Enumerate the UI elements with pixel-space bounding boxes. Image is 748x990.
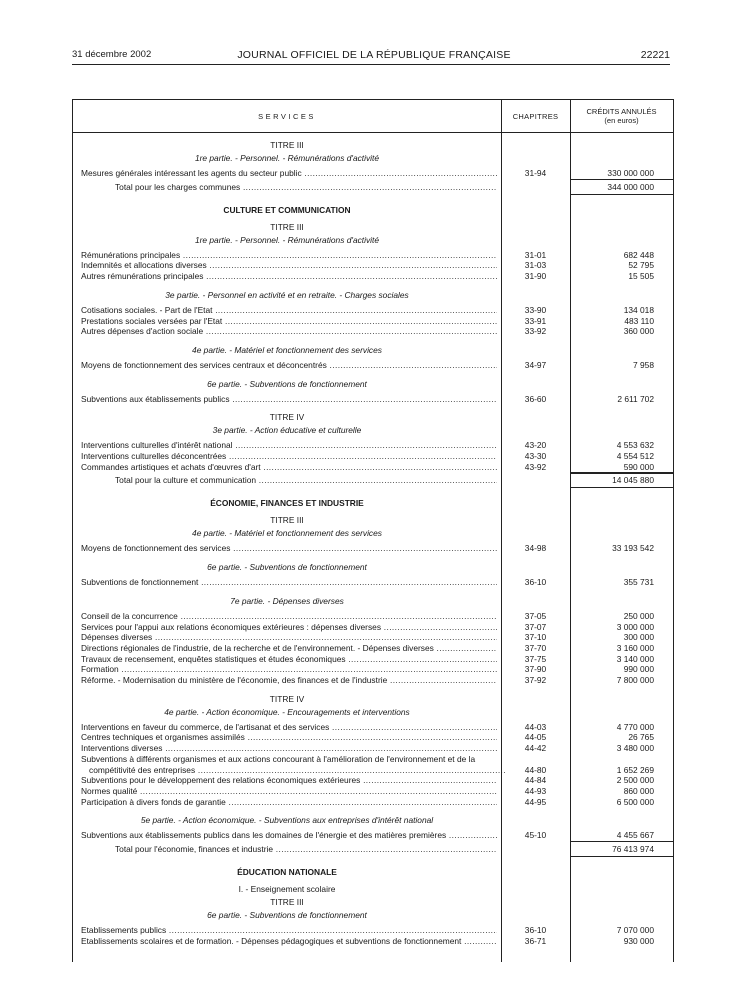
table-row — [73, 786, 673, 797]
chapter-code: 36-60 — [524, 393, 547, 404]
row-label: Total pour l'économie, finances et industrie ..... — [115, 844, 497, 855]
table-row — [73, 643, 673, 654]
chapter-code: 37-07 — [524, 621, 547, 632]
heading-text: 3e partie. - Action éducative et culturelle — [212, 425, 362, 436]
subsection-heading — [73, 290, 673, 301]
table-row — [73, 743, 673, 754]
subsection-heading — [73, 910, 673, 921]
table-row — [73, 797, 673, 808]
table-row — [73, 451, 673, 462]
heading-text: TITRE III — [270, 221, 304, 232]
chapter-code: 36-71 — [524, 935, 547, 946]
chapter-code: 44-84 — [524, 775, 547, 786]
heading-text: TITRE IV — [269, 693, 305, 704]
heading-text: 6e partie. - Subventions de fonctionnement — [207, 378, 367, 389]
table-row — [73, 732, 673, 743]
heading-text: 5e partie. - Action économique. - Subventions aux entreprises d'intérêt national — [140, 815, 434, 826]
credit-amount: 250 000 — [623, 610, 654, 621]
table-row — [73, 543, 673, 554]
chapter-code: 43-30 — [524, 451, 547, 461]
credit-amount: 1 652 269 — [616, 764, 654, 775]
total-rule-top — [570, 841, 673, 842]
subsection-heading — [73, 528, 673, 539]
row-label: Prestations sociales versées par l'Etat ..... — [81, 316, 497, 327]
heading-text: 1re partie. - Personnel. - Rémunérations d'activité — [194, 234, 380, 245]
table-row — [73, 722, 673, 733]
credit-amount: 3 140 000 — [616, 653, 654, 664]
row-label: Indemnités et allocations diverses ..... — [81, 260, 497, 271]
credit-amount: 300 000 — [623, 632, 654, 643]
credit-amount: 860 000 — [623, 785, 654, 796]
header-title: JOURNAL OFFICIEL DE LA RÉPUBLIQUE FRANÇAISE — [237, 49, 511, 61]
total-rule-top — [570, 179, 673, 180]
chapter-code: 31-90 — [524, 271, 547, 282]
row-label: Moyens de fonctionnement des services ..... — [81, 543, 497, 554]
chapter-code: 44-05 — [524, 732, 547, 743]
row-label: Interventions culturelles déconcentrées ..... — [81, 451, 497, 462]
credit-amount: 52 795 — [628, 260, 654, 271]
subsection-heading — [73, 562, 673, 573]
row-label: Total pour les charges communes ..... — [115, 182, 497, 193]
table-row-continuation — [73, 765, 673, 776]
table-row — [73, 654, 673, 665]
credit-amount: 2 611 702 — [617, 393, 654, 404]
row-label: Subventions de fonctionnement ..... — [81, 577, 497, 588]
chapter-code: 36-10 — [524, 925, 547, 935]
row-label: Centres techniques et organismes assimilés ..... — [81, 732, 497, 743]
row-label: Services pour l'appui aux relations économiques extérieures : dépenses diverses ..... — [81, 622, 497, 633]
chapter-code: 44-03 — [524, 721, 547, 732]
total-rule-top — [570, 472, 673, 473]
table-row — [73, 260, 673, 271]
credit-amount: 15 505 — [628, 271, 654, 282]
heading-text: TITRE IV — [269, 412, 305, 423]
subsection-heading — [73, 425, 673, 436]
row-label: Participation à divers fonds de garantie ..... — [81, 797, 497, 808]
row-label: Moyens de fonctionnement des services centraux et déconcentrés ..... — [81, 360, 497, 371]
credit-amount: 590 000 — [623, 461, 654, 472]
row-label: Normes qualité ..... — [81, 786, 497, 797]
chapter-code: 45-10 — [524, 830, 547, 841]
row-label: Cotisations sociales. - Part de l'Etat ..... — [81, 305, 497, 316]
credit-amount: 26 765 — [628, 732, 654, 743]
credit-amount: 3 000 000 — [616, 621, 654, 632]
chapter-code: 31-01 — [524, 249, 547, 260]
row-label: Etablissements scolaires et de formation. - Dépenses pédagogiques et subventions de fonctionnement ..... — [81, 936, 497, 947]
row-label: Dépenses diverses ..... — [81, 632, 497, 643]
table-row — [73, 611, 673, 622]
chapter-code: 37-05 — [524, 610, 547, 621]
row-label: Subventions à différents organismes et aux actions concourant à l'amélioration de l'environnement et de la — [81, 753, 476, 764]
title-heading — [73, 694, 673, 705]
subsection-heading — [73, 379, 673, 390]
chapter-code: 33-91 — [524, 315, 547, 326]
table-row — [73, 305, 673, 316]
heading-text: 4e partie. - Matériel et fonctionnement des services — [192, 528, 382, 539]
credit-amount: 355 731 — [623, 577, 654, 588]
chapter-code: 36-10 — [524, 577, 547, 588]
row-label: Autres dépenses d'action sociale ..... — [81, 326, 497, 337]
section-heading — [73, 205, 673, 216]
header-date: 31 décembre 2002 — [72, 49, 152, 60]
chapter-code: 43-92 — [524, 461, 547, 472]
credit-amount: 7 070 000 — [616, 925, 654, 935]
subsection-heading — [73, 153, 673, 164]
table-row — [73, 632, 673, 643]
row-label: Interventions diverses ..... — [81, 743, 497, 754]
chapter-code: 37-75 — [524, 653, 547, 664]
row-label: Subventions pour le développement des relations économiques extérieures ..... — [81, 775, 497, 786]
chapter-code: 31-03 — [524, 260, 547, 271]
chapter-code: 44-95 — [524, 796, 547, 807]
row-label: Commandes artistiques et achats d'œuvres d'art ..... — [81, 462, 497, 473]
table-row — [73, 316, 673, 327]
credit-amount: 930 000 — [623, 935, 654, 946]
total-rule-bottom — [570, 856, 673, 857]
chapter-code: 31-94 — [524, 168, 547, 178]
row-label: Conseil de la concurrence ..... — [81, 611, 497, 622]
section-heading — [73, 867, 673, 878]
title-heading — [73, 515, 673, 526]
header-page-number: 22221 — [640, 49, 670, 61]
total-rule-bottom — [570, 487, 673, 488]
table-row — [73, 925, 673, 936]
row-label: Total pour la culture et communication ..... — [115, 475, 497, 486]
chapter-code: 37-92 — [524, 675, 547, 685]
total-row — [73, 844, 673, 855]
heading-text: ÉCONOMIE, FINANCES ET INDUSTRIE — [210, 498, 364, 509]
subsection-heading — [73, 707, 673, 718]
heading-text: 1re partie. - Personnel. - Rémunérations d'activité — [194, 153, 380, 163]
title-heading — [73, 140, 673, 151]
chapter-code: 44-80 — [524, 764, 547, 775]
chapter-code: 37-70 — [524, 642, 547, 653]
title-heading — [73, 897, 673, 908]
credit-amount: 990 000 — [623, 664, 654, 675]
row-label: Formation ..... — [81, 664, 497, 675]
total-row — [73, 182, 673, 193]
row-label: Directions régionales de l'industrie, de la recherche et de l'environnement. - Dépenses diverses ..... — [81, 643, 497, 654]
credit-amount: 2 500 000 — [616, 775, 654, 786]
credit-amount: 344 000 000 — [607, 181, 654, 192]
heading-text: TITRE III — [270, 515, 304, 526]
heading-text: 3e partie. - Personnel en activité et en retraite. - Charges sociales — [165, 289, 409, 300]
credits-table — [72, 99, 674, 962]
section-heading — [73, 498, 673, 509]
table-row — [73, 664, 673, 675]
credit-amount: 360 000 — [623, 326, 654, 337]
credit-amount: 3 160 000 — [616, 642, 654, 653]
row-label: Travaux de recensement, enquêtes statistiques et études économiques ..... — [81, 654, 497, 665]
table-row — [73, 250, 673, 261]
title-heading — [73, 884, 673, 895]
row-label: Mesures générales intéressant les agents du secteur public ..... — [81, 168, 497, 179]
table-head-rule — [73, 132, 673, 133]
heading-text: TITRE III — [270, 140, 304, 150]
credit-amount: 76 413 974 — [612, 844, 654, 854]
column-header-chapitres: CHAPITRES — [512, 111, 559, 121]
heading-text: I. - Enseignement scolaire — [238, 884, 336, 894]
table-row — [73, 440, 673, 451]
table-row — [73, 754, 673, 765]
credit-amount: 4 553 632 — [616, 440, 654, 451]
credits-header-line1: CRÉDITS ANNULÉS — [586, 107, 657, 116]
chapter-code: 44-42 — [524, 743, 547, 754]
table-row — [73, 462, 673, 473]
row-label: Rémunérations principales ..... — [81, 250, 497, 261]
subsection-heading — [73, 345, 673, 356]
heading-text: 7e partie. - Dépenses diverses — [230, 595, 344, 606]
credit-amount: 483 110 — [624, 315, 654, 326]
chapter-code: 33-92 — [524, 326, 547, 337]
credit-amount: 14 045 880 — [612, 475, 654, 486]
heading-text: 4e partie. - Matériel et fonctionnement des services — [192, 344, 382, 355]
subsection-heading — [73, 235, 673, 246]
credit-amount: 134 018 — [623, 304, 654, 315]
heading-text: 6e partie. - Subventions de fonctionnement — [207, 910, 367, 920]
credit-amount: 6 500 000 — [616, 796, 654, 807]
chapter-code: 37-90 — [524, 664, 547, 675]
credit-amount: 4 770 000 — [616, 721, 654, 732]
credit-amount: 7 800 000 — [616, 675, 654, 685]
table-row — [73, 168, 673, 179]
title-heading — [73, 412, 673, 423]
table-row — [73, 775, 673, 786]
chapter-code: 43-20 — [524, 440, 547, 451]
row-label: Subventions aux établissements publics dans les domaines de l'énergie et des matières premières ..... — [81, 830, 497, 841]
row-label: Réforme. - Modernisation du ministère de l'économie, des finances et de l'industrie ..... — [81, 675, 497, 686]
credit-amount: 33 193 542 — [612, 543, 654, 554]
table-row — [73, 360, 673, 371]
heading-text: CULTURE ET COMMUNICATION — [223, 204, 351, 215]
row-label: Subventions aux établissements publics ..... — [81, 394, 497, 405]
row-label: Interventions culturelles d'intérêt national ..... — [81, 440, 497, 451]
table-row — [73, 622, 673, 633]
credit-amount: 3 480 000 — [616, 743, 654, 754]
heading-text: TITRE III — [270, 897, 304, 907]
title-heading — [73, 222, 673, 233]
table-row — [73, 936, 673, 947]
column-header-credits — [570, 100, 673, 132]
chapter-code: 34-98 — [524, 543, 547, 554]
table-row — [73, 830, 673, 841]
chapter-code: 33-90 — [524, 304, 547, 315]
row-label: Interventions en faveur du commerce, de l'artisanat et des services ..... — [81, 722, 497, 733]
subsection-heading — [73, 815, 673, 826]
row-label: compétitivité des entreprises ..... — [89, 765, 505, 776]
table-row — [73, 675, 673, 686]
credit-amount: 682 448 — [623, 249, 654, 260]
subsection-heading — [73, 596, 673, 607]
heading-text: 6e partie. - Subventions de fonctionnement — [207, 562, 367, 573]
row-label: Autres rémunérations principales ..... — [81, 271, 497, 282]
total-rule-bottom — [570, 194, 673, 195]
row-label: Etablissements publics ..... — [81, 925, 497, 936]
heading-text: 4e partie. - Action économique. - Encouragements et interventions — [164, 706, 410, 717]
table-row — [73, 326, 673, 337]
table-row — [73, 271, 673, 282]
chapter-code: 37-10 — [524, 632, 547, 643]
chapter-code: 44-93 — [524, 785, 547, 796]
chapter-code: 34-97 — [524, 359, 547, 370]
total-row — [73, 475, 673, 486]
table-row — [73, 394, 673, 405]
credits-header-line2: (en euros) — [604, 116, 639, 125]
credit-amount: 4 554 512 — [616, 451, 654, 461]
header-rule — [72, 64, 670, 65]
heading-text: ÉDUCATION NATIONALE — [237, 867, 337, 877]
credit-amount: 7 958 — [633, 359, 654, 370]
column-header-services: SERVICES — [258, 111, 316, 121]
table-row — [73, 577, 673, 588]
credit-amount: 330 000 000 — [607, 168, 654, 178]
credit-amount: 4 455 667 — [616, 830, 654, 841]
